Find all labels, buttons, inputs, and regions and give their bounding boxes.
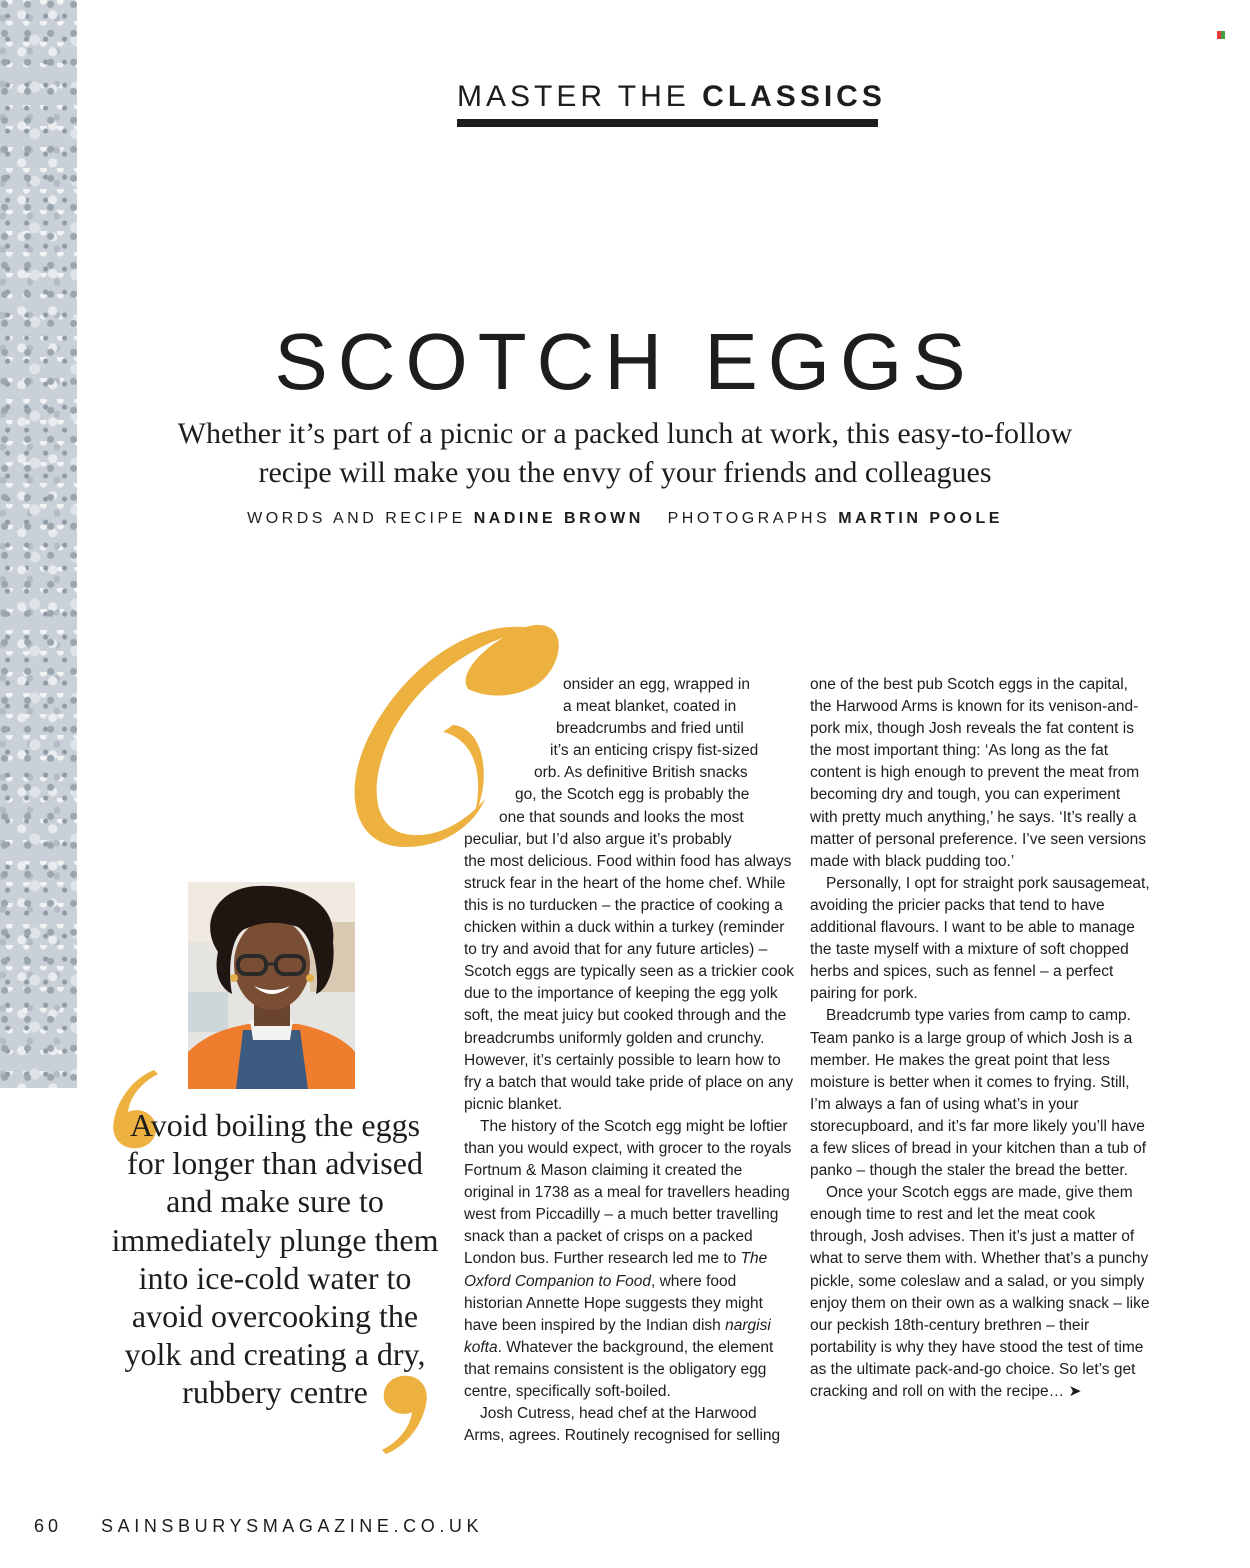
lead-line: a meat blanket, coated in (563, 698, 737, 716)
credits (0, 510, 1250, 528)
article-paragraph: one of the best pub Scotch eggs in the capital, the Harwood Arms is known for its venison-and-pork mix, though Josh reveals the fat content is the most important thing: ‘As long as the fat content is high enough to prevent the meat from becoming dry and tough, you can experiment with pretty much anything,’ he says. ‘It’s really a matter of personal preference. I’ve seen versions made with black pudding too.’ (810, 676, 1147, 870)
book-title: The Oxford Companion to Food (464, 1250, 768, 1290)
credits-words-name: NADINE BROWN (473, 510, 644, 527)
lead-line: onsider an egg, wrapped in (563, 676, 750, 693)
lead-line: peculiar, but I’d also argue it’s probably (464, 830, 732, 848)
section-title-bold: CLASSICS (702, 80, 886, 113)
lead-line: go, the Scotch egg is probably the (515, 786, 750, 804)
lead-line: orb. As definitive British snacks (534, 764, 748, 782)
lead-line: breadcrumbs and fried until (556, 720, 744, 738)
section-title-light: MASTER THE (457, 80, 690, 113)
dish-name: nargisi kofta (464, 1316, 771, 1356)
lead-line: one that sounds and looks the most (499, 808, 744, 826)
dropcap-wrap (464, 718, 556, 740)
article-column-1 (464, 674, 796, 1447)
article-paragraph: The history of the Scotch egg might be loftier than you would expect, with grocer to the royals Fortnum & Mason claiming it created the original in 1738 as a meal for travellers heading west from Piccadilly – a much better travelling snack than a packet of crisps on a packed London bus. Further research led me to The Oxford Companion to Food, where food historian Annette Hope suggests they might have been inspired by the Indian dish nargisi kofta. Whatever the background, the element that remains consistent is the obligatory egg centre, specifically soft-boiled. (464, 1117, 792, 1400)
author-portrait (188, 882, 355, 1089)
article-paragraph: Josh Cutress, head chef at the Harwood Arms, agrees. Routinely recognised for selling (464, 1405, 781, 1445)
section-rule (457, 119, 878, 127)
dropcap-wrap (464, 784, 515, 806)
dropcap-wrap (464, 762, 534, 784)
dropcap-wrap (464, 696, 563, 718)
article-paragraph: Once your Scotch eggs are made, give them enough time to rest and let the meat cook through, Josh advises. Then it’s just a matter of what to serve them with. Whether that’s a punchy pickle, some coleslaw and a salad, or you simply enjoy them on their own as a walking snack – like our peckish 18th-century brethren – their portability is why they have stood the test of time as the ultimate pack-and-go choice. So let’s get cracking and roll on with the recipe… ➤ (810, 1184, 1150, 1400)
section-title (457, 80, 886, 114)
page-number: 60 (34, 1516, 63, 1536)
article-column-2 (810, 674, 1150, 1403)
standfirst: Whether it’s part of a picnic or a packed lunch at work, this easy-to-follow recipe will make you the envy of your friends and colleagues (177, 417, 1073, 489)
credits-photos-label: PHOTOGRAPHS (667, 510, 831, 527)
lead-paragraph-rest: the most delicious. Food within food has always struck fear in the heart of the home chef. While this is no turducken – the practice of cooking a chicken within a duck within a turkey (reminder to try and avoid that for any future articles) – Scotch eggs are typically seen as a trickier cook due to the importance of keeping the egg yolk soft, the meat juicy but cooked through and the breadcrumbs uniformly golden and crunchy. However, it’s certainly possible to learn how to fry a batch that would take pride of place on any picnic blanket. (464, 852, 794, 1113)
headline: SCOTCH EGGS (274, 317, 976, 406)
dropcap-wrap (464, 740, 550, 762)
article-paragraph: Personally, I opt for straight pork sausagemeat, avoiding the pricier packs that tend to have additional flavours. I want to be able to manage the taste myself with a mixture of soft chopped herbs and spices, such as fennel – a perfect pairing for pork. (810, 874, 1150, 1003)
credits-photos-name: MARTIN POOLE (838, 510, 1003, 527)
website-url: SAINSBURYSMAGAZINE.CO.UK (101, 1516, 484, 1536)
lead-line: it’s an enticing crispy fist-sized (550, 742, 759, 760)
registration-mark (1217, 31, 1225, 39)
pull-quote: Avoid boiling the eggs for longer than advised and make sure to immediately plunge them into ice-cold water to avoid overcooking the yolk and creating a dry, rubbery centre (111, 1107, 439, 1411)
arrow-right-icon: ➤ (1068, 1383, 1082, 1400)
dropcap-wrap (464, 806, 499, 828)
credits-words-label: WORDS AND RECIPE (247, 510, 466, 527)
terrazzo-border (0, 0, 77, 1088)
dropcap-wrap (464, 674, 560, 696)
article-paragraph: Breadcrumb type varies from camp to camp. Team panko is a large group of which Josh is a member. He makes the great point that less moisture is better when it comes to frying. Still, I’m always a fan of using what’s in your storecupboard, and it’s far more likely you’ll have a few slices of bread in your kitchen than a tub of panko – though the staler the bread the better. (810, 1007, 1147, 1180)
